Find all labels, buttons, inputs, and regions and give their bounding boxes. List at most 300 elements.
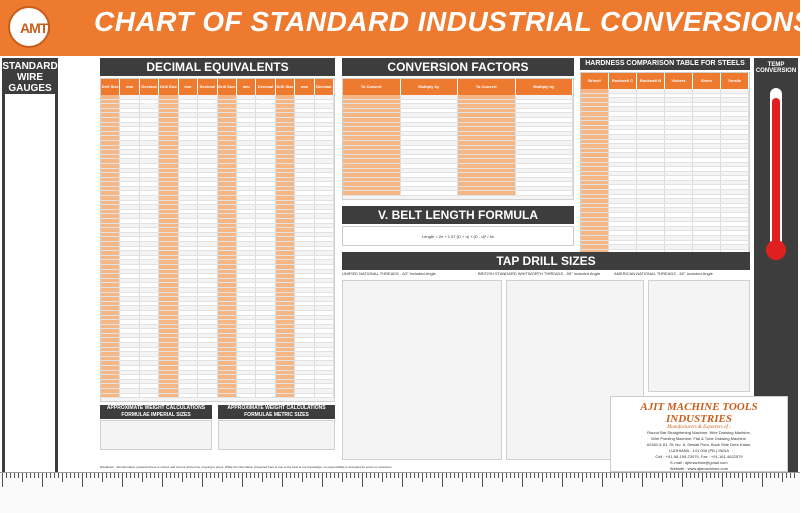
table-cell <box>218 100 237 104</box>
table-cell <box>237 293 256 297</box>
table-cell <box>315 274 334 278</box>
table-cell <box>276 178 295 182</box>
ruler-tick <box>750 473 751 478</box>
table-cell <box>609 245 637 249</box>
ruler-tick <box>474 473 475 478</box>
table-cell <box>140 380 159 384</box>
table-cell <box>256 146 275 150</box>
table-cell <box>609 222 637 226</box>
table-cell <box>218 316 237 320</box>
table-cell <box>295 380 314 384</box>
table-cell <box>516 113 574 117</box>
table-cell <box>315 306 334 310</box>
ruler-tick <box>562 473 563 487</box>
table-cell <box>198 182 217 186</box>
table-cell <box>237 132 256 136</box>
ruler-tick <box>98 473 99 478</box>
table-cell <box>179 214 198 218</box>
table-cell <box>458 95 516 99</box>
table-cell <box>721 121 749 125</box>
table-cell <box>401 169 459 173</box>
ruler-tick <box>654 473 655 478</box>
table-cell <box>721 98 749 102</box>
ruler-tick <box>526 473 527 478</box>
column-header: Decimal Inches <box>198 79 217 95</box>
column-header: To Convert <box>458 79 516 95</box>
table-cell <box>198 205 217 209</box>
table-cell <box>120 169 139 173</box>
table-cell <box>637 231 665 235</box>
ruler-tick <box>442 473 443 487</box>
table-cell <box>237 279 256 283</box>
table-cell <box>159 191 178 195</box>
table-cell <box>159 242 178 246</box>
ruler-tick <box>62 473 63 482</box>
ruler-tick <box>162 473 163 487</box>
table-cell <box>101 196 120 200</box>
table-cell <box>218 357 237 361</box>
table-cell <box>276 169 295 173</box>
table-cell <box>140 164 159 168</box>
table-cell <box>295 100 314 104</box>
table-cell <box>637 236 665 240</box>
table-cell <box>693 112 721 116</box>
table-cell <box>101 178 120 182</box>
table-cell <box>315 219 334 223</box>
table-cell <box>237 173 256 177</box>
table-cell <box>343 104 401 108</box>
table-cell <box>665 144 693 148</box>
table-cell <box>120 95 139 99</box>
table-cell <box>120 375 139 379</box>
table-cell <box>101 228 120 232</box>
table-cell <box>693 213 721 217</box>
table-cell <box>120 173 139 177</box>
table-cell <box>140 366 159 370</box>
table-cell <box>237 196 256 200</box>
table-cell <box>295 265 314 269</box>
table-cell <box>140 297 159 301</box>
table-cell <box>458 132 516 136</box>
table-cell <box>295 274 314 278</box>
table-cell <box>637 245 665 249</box>
table-cell <box>693 89 721 93</box>
table-cell <box>276 297 295 301</box>
table-cell <box>140 329 159 333</box>
table-cell <box>276 270 295 274</box>
ruler-tick <box>350 473 351 478</box>
table-cell <box>120 270 139 274</box>
column-header: Multiply by <box>516 79 574 95</box>
ruler-tick <box>6 473 7 478</box>
table-cell <box>101 155 120 159</box>
table-cell <box>665 112 693 116</box>
ruler-tick <box>38 473 39 478</box>
table-cell <box>276 237 295 241</box>
table-cell <box>256 187 275 191</box>
table-cell <box>315 228 334 232</box>
ruler-tick <box>10 473 11 478</box>
tap-table-unified <box>342 280 502 460</box>
table-cell <box>218 375 237 379</box>
table-cell <box>295 279 314 283</box>
ruler-tick <box>790 473 791 478</box>
table-cell <box>315 141 334 145</box>
table-cell <box>256 270 275 274</box>
table-cell <box>256 132 275 136</box>
table-cell <box>665 103 693 107</box>
ruler-tick <box>226 473 227 478</box>
table-cell <box>218 187 237 191</box>
table-cell <box>198 95 217 99</box>
conversion-rows <box>343 95 573 196</box>
table-cell <box>581 208 609 212</box>
table-cell <box>218 288 237 292</box>
table-cell <box>581 112 609 116</box>
table-cell <box>101 320 120 324</box>
table-cell <box>295 375 314 379</box>
table-cell <box>276 136 295 140</box>
ruler-tick <box>590 473 591 478</box>
ruler-tick <box>470 473 471 478</box>
table-cell <box>237 256 256 260</box>
table-cell <box>198 274 217 278</box>
table-cell <box>693 103 721 107</box>
table-cell <box>237 320 256 324</box>
table-cell <box>140 132 159 136</box>
table-cell <box>159 104 178 108</box>
table-cell <box>343 109 401 113</box>
table-cell <box>693 172 721 176</box>
table-cell <box>101 95 120 99</box>
table-cell <box>256 136 275 140</box>
ruler-tick <box>414 473 415 478</box>
table-cell <box>693 231 721 235</box>
table-cell <box>198 100 217 104</box>
table-cell <box>218 205 237 209</box>
table-cell <box>693 98 721 102</box>
table-cell <box>159 274 178 278</box>
table-cell <box>276 205 295 209</box>
hardness-header: HARDNESS COMPARISON TABLE FOR STEELS <box>580 58 750 70</box>
table-cell <box>179 150 198 154</box>
table-cell <box>256 233 275 237</box>
table-cell <box>237 127 256 131</box>
table-cell <box>101 338 120 342</box>
table-cell <box>101 283 120 287</box>
table-cell <box>609 213 637 217</box>
table-cell <box>581 163 609 167</box>
table-cell <box>140 343 159 347</box>
table-cell <box>237 150 256 154</box>
table-cell <box>721 163 749 167</box>
column-header: Multiply by <box>401 79 459 95</box>
ruler-tick <box>566 473 567 478</box>
table-cell <box>315 196 334 200</box>
table-cell <box>237 104 256 108</box>
table-cell <box>276 109 295 113</box>
table-cell <box>693 199 721 203</box>
table-cell <box>295 384 314 388</box>
ruler-tick <box>306 473 307 478</box>
table-cell <box>315 178 334 182</box>
table-cell <box>295 283 314 287</box>
table-cell <box>198 173 217 177</box>
table-cell <box>256 279 275 283</box>
table-cell <box>256 123 275 127</box>
ruler-tick <box>734 473 735 478</box>
table-cell <box>315 348 334 352</box>
table-cell <box>256 297 275 301</box>
hardness-rows <box>581 89 749 264</box>
table-cell <box>458 123 516 127</box>
table-cell <box>256 380 275 384</box>
table-cell <box>721 149 749 153</box>
table-cell <box>179 270 198 274</box>
column-header: Drill Size <box>218 79 237 95</box>
table-cell <box>198 118 217 122</box>
table-cell <box>295 293 314 297</box>
table-cell <box>721 172 749 176</box>
ruler-tick <box>190 473 191 478</box>
table-cell <box>637 89 665 93</box>
table-cell <box>458 104 516 108</box>
table-cell <box>256 178 275 182</box>
table-cell <box>159 279 178 283</box>
table-cell <box>609 176 637 180</box>
ruler-tick <box>298 473 299 478</box>
table-cell <box>276 191 295 195</box>
table-cell <box>101 311 120 315</box>
temp-title: TEMP CONVERSION <box>755 62 797 74</box>
table-cell <box>516 173 574 177</box>
table-cell <box>315 380 334 384</box>
table-cell <box>276 182 295 186</box>
table-cell <box>256 293 275 297</box>
table-cell <box>637 199 665 203</box>
table-cell <box>256 357 275 361</box>
table-cell <box>276 357 295 361</box>
table-cell <box>581 218 609 222</box>
table-cell <box>159 338 178 342</box>
ruler-tick <box>550 473 551 478</box>
table-cell <box>218 191 237 195</box>
ruler-tick <box>358 473 359 478</box>
table-cell <box>693 149 721 153</box>
table-cell <box>179 104 198 108</box>
table-cell <box>256 113 275 117</box>
table-cell <box>120 371 139 375</box>
decimal-header: DECIMAL EQUIVALENTS <box>100 58 335 76</box>
table-cell <box>693 208 721 212</box>
table-cell <box>315 247 334 251</box>
table-cell <box>295 196 314 200</box>
ruler-tick <box>58 473 59 478</box>
table-cell <box>721 158 749 162</box>
table-cell <box>581 135 609 139</box>
table-cell <box>315 394 334 398</box>
table-cell <box>637 222 665 226</box>
table-cell <box>159 311 178 315</box>
ruler-tick <box>234 473 235 478</box>
ruler-tick <box>230 473 231 478</box>
table-cell <box>159 293 178 297</box>
table-cell <box>120 288 139 292</box>
table-cell <box>120 159 139 163</box>
table-cell <box>237 302 256 306</box>
table-cell <box>516 127 574 131</box>
table-cell <box>237 242 256 246</box>
table-cell <box>581 199 609 203</box>
table-cell <box>179 118 198 122</box>
ruler-tick <box>146 473 147 478</box>
ruler-tick <box>574 473 575 478</box>
table-cell <box>198 394 217 398</box>
table-cell <box>609 227 637 231</box>
table-cell <box>295 394 314 398</box>
table-cell <box>198 109 217 113</box>
table-cell <box>637 103 665 107</box>
table-cell <box>237 348 256 352</box>
table-cell <box>295 169 314 173</box>
table-cell <box>637 130 665 134</box>
ruler-tick <box>314 473 315 478</box>
table-cell <box>401 178 459 182</box>
table-cell <box>179 389 198 393</box>
table-cell <box>237 389 256 393</box>
ruler-tick <box>454 473 455 478</box>
table-cell <box>120 334 139 338</box>
table-cell <box>343 150 401 154</box>
table-cell <box>198 361 217 365</box>
table-cell <box>295 288 314 292</box>
table-cell <box>140 210 159 214</box>
table-cell <box>256 366 275 370</box>
table-cell <box>256 320 275 324</box>
table-cell <box>120 123 139 127</box>
table-cell <box>198 325 217 329</box>
table-cell <box>101 316 120 320</box>
ruler-tick <box>182 473 183 482</box>
table-cell <box>159 150 178 154</box>
table-cell <box>140 228 159 232</box>
table-cell <box>120 219 139 223</box>
table-cell <box>159 348 178 352</box>
table-cell <box>458 164 516 168</box>
table-cell <box>315 302 334 306</box>
table-cell <box>218 182 237 186</box>
table-cell <box>343 159 401 163</box>
ruler-tick <box>738 473 739 478</box>
table-cell <box>237 155 256 159</box>
disclaimer-note: Disclaimer : All information presented here is correct and current at the time of going to press. While the information presented here is true to the best of our knowledge, no responsibility is accepted for errors or omissions. <box>100 465 393 469</box>
table-cell <box>276 224 295 228</box>
table-cell <box>721 117 749 121</box>
table-cell <box>237 343 256 347</box>
table-cell <box>721 130 749 134</box>
ruler-tick <box>166 473 167 478</box>
table-cell <box>315 293 334 297</box>
table-cell <box>343 146 401 150</box>
table-cell <box>218 169 237 173</box>
table-cell <box>159 109 178 113</box>
table-cell <box>516 136 574 140</box>
table-cell <box>218 113 237 117</box>
table-cell <box>179 375 198 379</box>
table-cell <box>237 361 256 365</box>
table-cell <box>401 191 459 195</box>
table-cell <box>276 210 295 214</box>
table-cell <box>179 224 198 228</box>
table-cell <box>295 113 314 117</box>
table-cell <box>637 121 665 125</box>
table-cell <box>159 136 178 140</box>
table-cell <box>198 164 217 168</box>
table-cell <box>120 384 139 388</box>
table-cell <box>218 306 237 310</box>
table-cell <box>581 153 609 157</box>
table-cell <box>218 136 237 140</box>
table-cell <box>276 164 295 168</box>
table-cell <box>665 241 693 245</box>
table-cell <box>315 182 334 186</box>
tap-group-american: AMERICAN NATIONAL THREADS - 60° Included Angle <box>614 271 713 276</box>
table-cell <box>140 182 159 186</box>
table-cell <box>218 338 237 342</box>
ruler-tick <box>322 473 323 487</box>
table-cell <box>140 224 159 228</box>
table-cell <box>198 159 217 163</box>
ruler-tick <box>94 473 95 478</box>
table-cell <box>315 375 334 379</box>
table-cell <box>295 242 314 246</box>
table-cell <box>159 357 178 361</box>
table-cell <box>693 195 721 199</box>
table-cell <box>609 231 637 235</box>
table-cell <box>120 320 139 324</box>
table-cell <box>693 117 721 121</box>
company-subtitle: Manufacturers & Exporters of : <box>667 425 731 430</box>
table-cell <box>295 329 314 333</box>
table-cell <box>637 126 665 130</box>
table-cell <box>256 155 275 159</box>
table-cell <box>101 219 120 223</box>
ruler-tick <box>274 473 275 478</box>
table-cell <box>159 141 178 145</box>
table-cell <box>315 113 334 117</box>
table-cell <box>237 187 256 191</box>
table-cell <box>198 196 217 200</box>
ruler-tick <box>42 473 43 487</box>
table-cell <box>101 123 120 127</box>
table-cell <box>198 320 217 324</box>
ruler-tick <box>570 473 571 478</box>
table-cell <box>609 236 637 240</box>
ruler-tick <box>490 473 491 478</box>
table-cell <box>256 389 275 393</box>
ruler-tick <box>702 473 703 482</box>
table-cell <box>237 371 256 375</box>
table-cell <box>609 153 637 157</box>
hardness-col-headers <box>581 73 749 89</box>
table-cell <box>140 302 159 306</box>
table-cell <box>179 187 198 191</box>
ruler-tick <box>686 473 687 478</box>
ruler-tick <box>250 473 251 478</box>
table-cell <box>198 265 217 269</box>
table-cell <box>140 320 159 324</box>
table-cell <box>101 233 120 237</box>
